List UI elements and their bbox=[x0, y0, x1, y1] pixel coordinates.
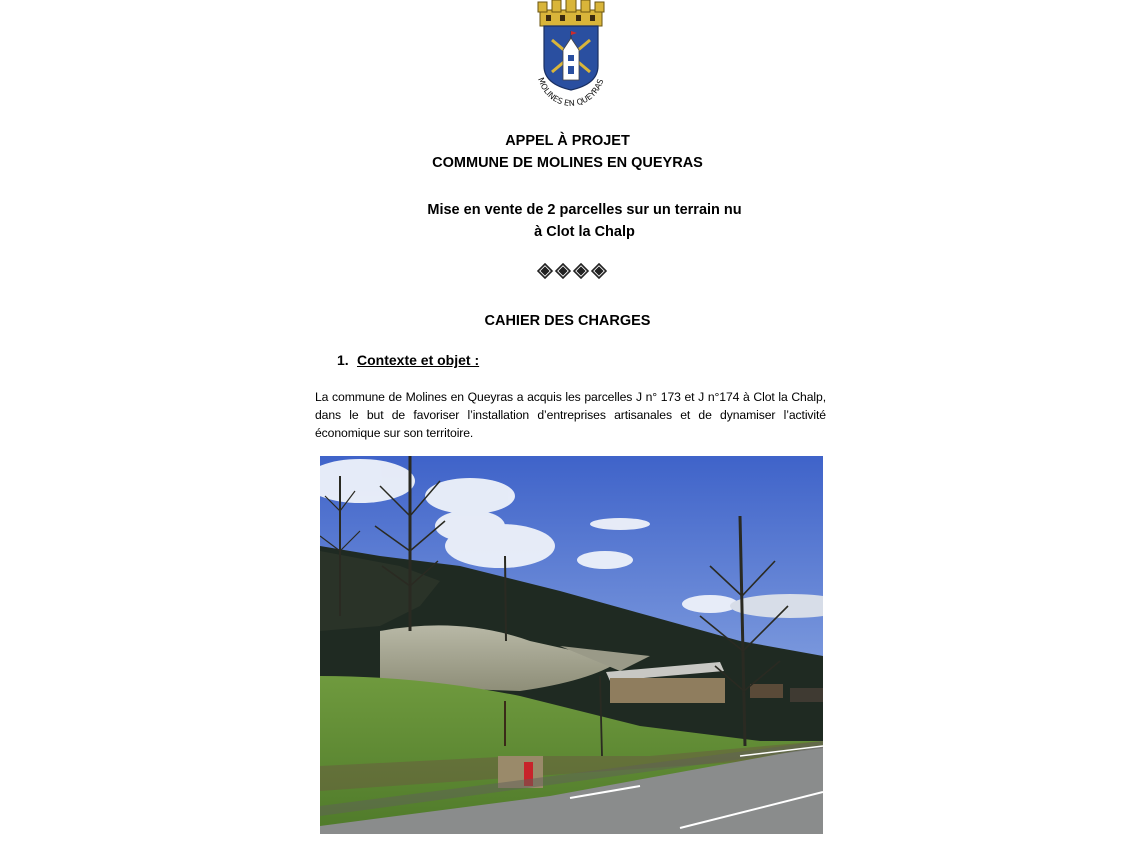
section-1-heading bbox=[337, 352, 479, 368]
heading-line-1: APPEL À PROJET bbox=[505, 133, 630, 149]
heading-line-2: COMMUNE DE MOLINES EN QUEYRAS bbox=[432, 155, 703, 171]
section-title: Contexte et objet : bbox=[357, 352, 480, 368]
coat-of-arms-logo bbox=[530, 0, 612, 110]
document-title: CAHIER DES CHARGES bbox=[484, 313, 651, 329]
section-number: 1. bbox=[337, 352, 349, 368]
svg-text:MOLINES EN QUEYRAS: MOLINES EN QUEYRAS bbox=[536, 76, 606, 109]
subject-heading bbox=[17, 199, 1135, 243]
section-1-paragraph: La commune de Molines en Queyras a acquis les parcelles J n° 173 et J n°174 à Clot la Chalp, dans le but de favoriser l’installation d’entreprises artisanales et de dynamiser l’activité économique sur son territoire. bbox=[315, 390, 826, 440]
call-for-projects-heading bbox=[0, 130, 1135, 174]
subject-line-2: à Clot la Chalp bbox=[534, 224, 635, 240]
subject-line-1: Mise en vente de 2 parcelles sur un terrain nu bbox=[427, 202, 742, 218]
landscape-photo bbox=[320, 456, 823, 834]
diamond-ornament-icon bbox=[537, 263, 607, 279]
